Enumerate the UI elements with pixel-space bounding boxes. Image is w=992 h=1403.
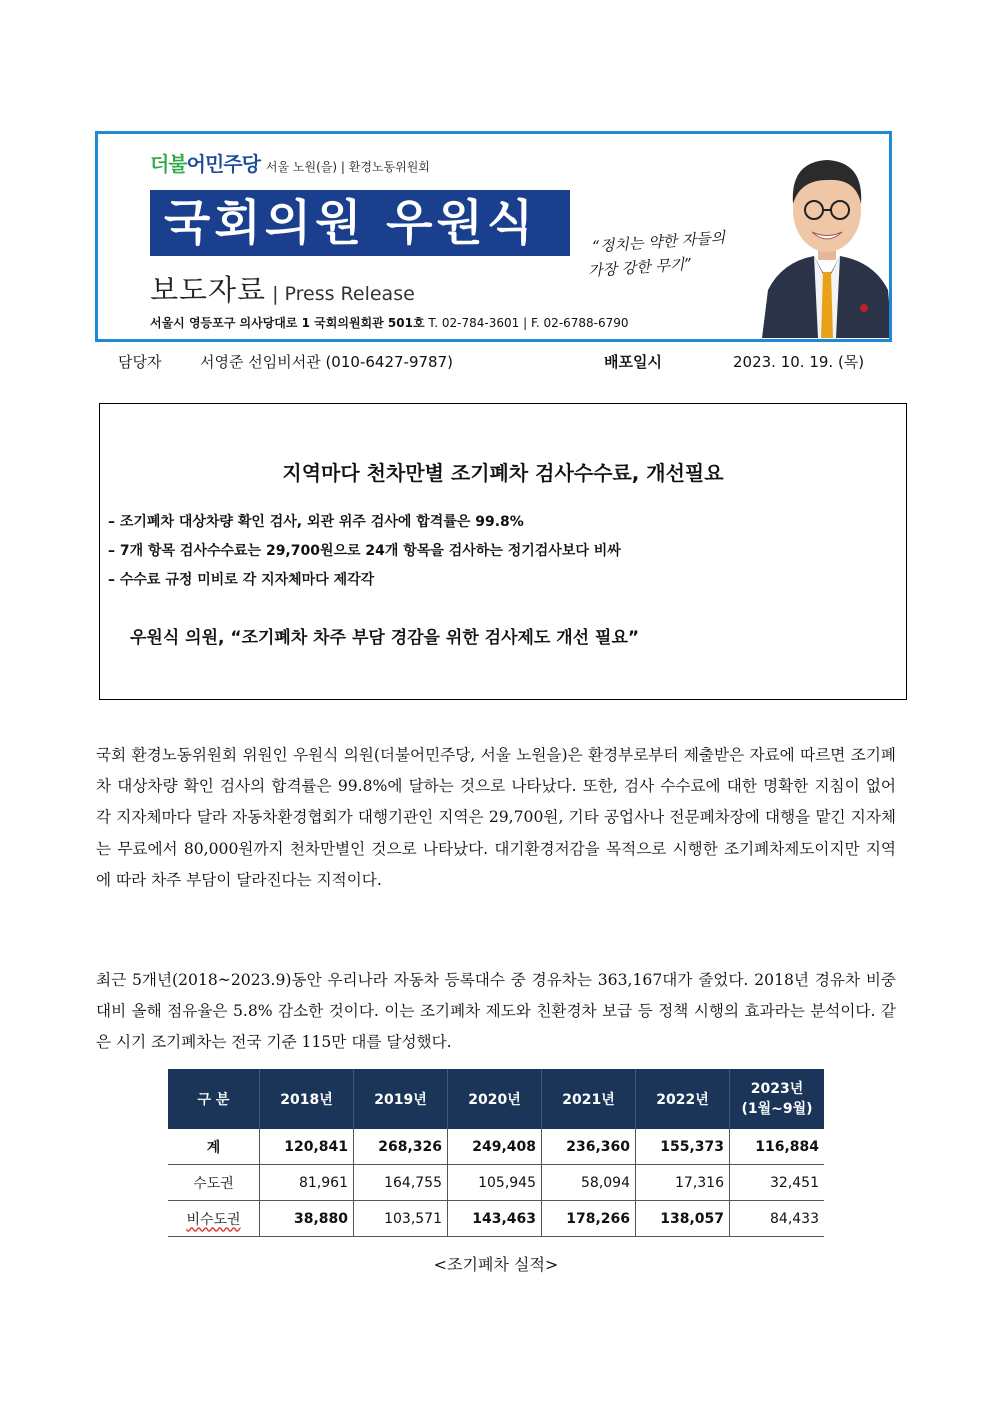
table-cell: 268,326 bbox=[354, 1129, 448, 1165]
date-label: 배포일시 bbox=[604, 353, 662, 371]
table-cell: 138,057 bbox=[636, 1201, 730, 1237]
headline: 지역마다 천차만별 조기폐차 검사수수료, 개선필요 bbox=[282, 461, 724, 485]
date-value: 2023. 10. 19. (목) bbox=[733, 353, 865, 371]
table-cell: 105,945 bbox=[448, 1165, 542, 1201]
party-subtitle: 서울 노원(을) | 환경노동위원회 bbox=[265, 160, 430, 174]
body-paragraph: 국회 환경노동위원회 위원인 우원식 의원(더불어민주당, 서울 노원을)은 환경부로부터 제출받은 자료에 따르면 조기폐차 대상차량 확인 검사의 합격률은 99.8%에 달하는 것으로 나타났다. 또한, 검사 수수료에 대한 명확한 지침이 없어 각 지자체마다 달라 자동차환경협회가 대행기관인 지역은 29,700원, 기타 공업사나 전문폐차장에 대행을 맡긴 지자체는 무료에서 80,000원까지 천차만별인 것으로 나타났다. 대기환경저감을 목적으로 시행한 조기폐차제도이지만 지역에 따라 차주 부담이 달라진다는 지적이다. bbox=[96, 746, 896, 889]
row-label: 수도권 bbox=[168, 1165, 260, 1201]
table-header: 구 분 bbox=[168, 1069, 260, 1129]
table-header: 2021년 bbox=[542, 1069, 636, 1129]
table-header: 2020년 bbox=[448, 1069, 542, 1129]
table-caption: <조기폐차 실적> bbox=[433, 1255, 559, 1274]
table-cell: 103,571 bbox=[354, 1201, 448, 1237]
table-cell: 236,360 bbox=[542, 1129, 636, 1165]
lawmaker-name: 국회의원 우원식 bbox=[150, 190, 570, 256]
party-header bbox=[150, 148, 430, 177]
party-logo: 더불어민주당 bbox=[150, 152, 260, 176]
press-release-banner bbox=[95, 131, 892, 342]
table-cell: 84,433 bbox=[730, 1201, 825, 1237]
row-label: 비수도권 bbox=[168, 1201, 260, 1237]
table-header: 2022년 bbox=[636, 1069, 730, 1129]
table-cell: 38,880 bbox=[260, 1201, 354, 1237]
body-paragraph: 최근 5개년(2018~2023.9)동안 우리나라 자동차 등록대수 중 경유차는 363,167대가 줄었다. 2018년 경유차 비중 대비 올해 점유율은 5.8% 감소한 것이다. 이는 조기폐차 제도와 친환경차 보급 등 정책 시행의 효과라는 분석이다. 같은 시기 조기폐차는 전국 기준 115만 대를 달성했다. bbox=[96, 971, 896, 1052]
table-cell: 143,463 bbox=[448, 1201, 542, 1237]
row-label: 계 bbox=[168, 1129, 260, 1165]
release-label bbox=[150, 268, 415, 309]
table-header: 2023년 (1월~9월) bbox=[730, 1069, 825, 1129]
table-cell: 116,884 bbox=[730, 1129, 825, 1165]
release-label-korean: 보도자료 bbox=[150, 273, 267, 307]
table-cell: 120,841 bbox=[260, 1129, 354, 1165]
table-cell: 32,451 bbox=[730, 1165, 825, 1201]
table-row bbox=[168, 1165, 824, 1201]
table-cell: 155,373 bbox=[636, 1129, 730, 1165]
table-header: 2018년 bbox=[260, 1069, 354, 1129]
table-row bbox=[168, 1201, 824, 1237]
table-cell: 249,408 bbox=[448, 1129, 542, 1165]
slogan: “정치는 약한 자들의 가장 강한 무기” bbox=[587, 228, 726, 281]
table-cell: 58,094 bbox=[542, 1165, 636, 1201]
summary-bullet: – 수수료 규정 미비로 각 지자체마다 제각각 bbox=[108, 572, 375, 588]
summary-bullet: – 조기폐차 대상차량 확인 검사, 외관 위주 검사에 합격률은 99.8% bbox=[108, 514, 524, 530]
table-header: 2019년 bbox=[354, 1069, 448, 1129]
office-address: 서울시 영등포구 의사당대로 1 국회의원회관 501호 T. 02-784-3601 | F. 02-6788-6790 bbox=[150, 316, 629, 330]
table-cell: 178,266 bbox=[542, 1201, 636, 1237]
table-header-row bbox=[168, 1069, 824, 1129]
release-label-english: | Press Release bbox=[272, 283, 415, 305]
manager-label: 담당자 bbox=[118, 353, 162, 371]
summary-box bbox=[99, 403, 907, 700]
summary-bullet: – 7개 항목 검사수수료는 29,700원으로 24개 항목을 검사하는 정기검사보다 비싸 bbox=[108, 543, 621, 559]
lawmaker-quote: 우원식 의원, “조기폐차 차주 부담 경감을 위한 검사제도 개선 필요” bbox=[130, 628, 640, 648]
table-row bbox=[168, 1129, 824, 1165]
scrappage-table bbox=[168, 1069, 824, 1237]
politician-portrait-icon bbox=[762, 140, 892, 338]
manager-value: 서영준 선임비서관 (010-6427-9787) bbox=[200, 353, 453, 371]
table-cell: 17,316 bbox=[636, 1165, 730, 1201]
table-cell: 81,961 bbox=[260, 1165, 354, 1201]
table-cell: 164,755 bbox=[354, 1165, 448, 1201]
